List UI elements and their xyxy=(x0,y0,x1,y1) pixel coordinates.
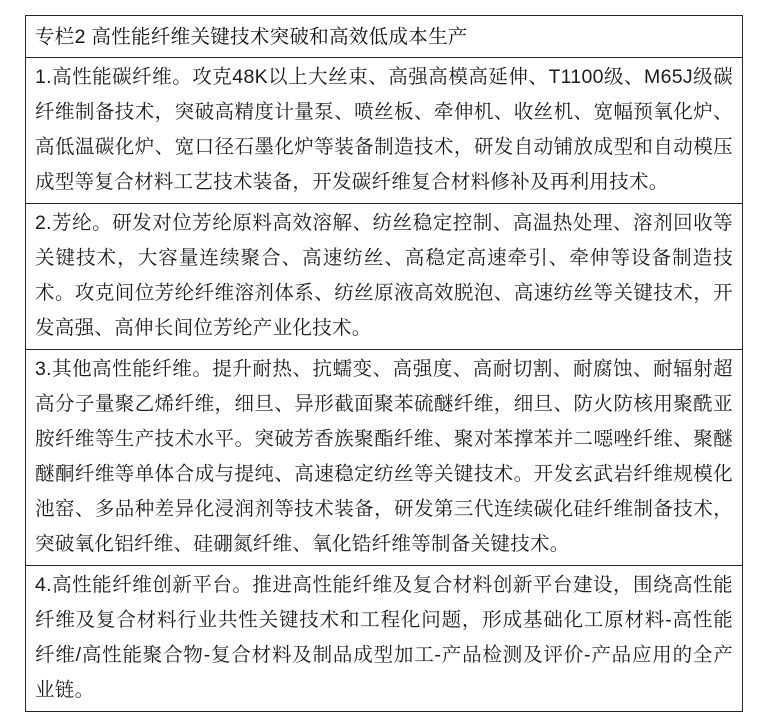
section-other-fibers: 3.其他高性能纤维。提升耐热、抗蠕变、高强度、高耐切割、耐腐蚀、耐辐射超高分子量聚乙烯纤维，细旦、异形截面聚苯硫醚纤维，细旦、防火防核用聚酰亚胺纤维等生产技术水平。突破芳香族聚酯纤维、聚对苯撑苯并二噁唑纤维、聚醚醚酮纤维等单体合成与提纯、高速稳定纺丝等关键技术。开发玄武岩纤维规模化池窑、多品种差异化浸润剂等技术装备，研发第三代连续碳化硅纤维制备技术，突破氧化铝纤维、硅硼氮纤维、氧化锆纤维等制备关键技术。 xyxy=(26,349,742,565)
column-box-table xyxy=(25,15,743,712)
section-innovation-platform: 4.高性能纤维创新平台。推进高性能纤维及复合材料创新平台建设，围绕高性能纤维及复合材料行业共性关键技术和工程化问题，形成基础化工原材料-高性能纤维/高性能聚合物-复合材料及制品成型加工-产品检测及评价-产品应用的全产业链。 xyxy=(26,565,742,711)
box-title: 专栏2 高性能纤维关键技术突破和高效低成本生产 xyxy=(35,26,468,48)
section-aramid: 2.芳纶。研发对位芳纶原料高效溶解、纺丝稳定控制、高温热处理、溶剂回收等关键技术，大容量连续聚合、高速纺丝、高稳定高速牵引、牵伸等设备制造技术。攻克间位芳纶纤维溶剂体系、纺丝原液高效脱泡、高速纺丝等关键技术，开发高强、高伸长间位芳纶产业化技术。 xyxy=(26,203,742,349)
section-carbon-fiber: 1.高性能碳纤维。攻克48K以上大丝束、高强高模高延伸、T1100级、M65J级碳纤维制备技术，突破高精度计量泵、喷丝板、牵伸机、收丝机、宽幅预氧化炉、高低温碳化炉、宽口径石墨化炉等装备制造技术，研发自动铺放成型和自动模压成型等复合材料工艺技术装备，开发碳纤维复合材料修补及再利用技术。 xyxy=(26,57,742,203)
